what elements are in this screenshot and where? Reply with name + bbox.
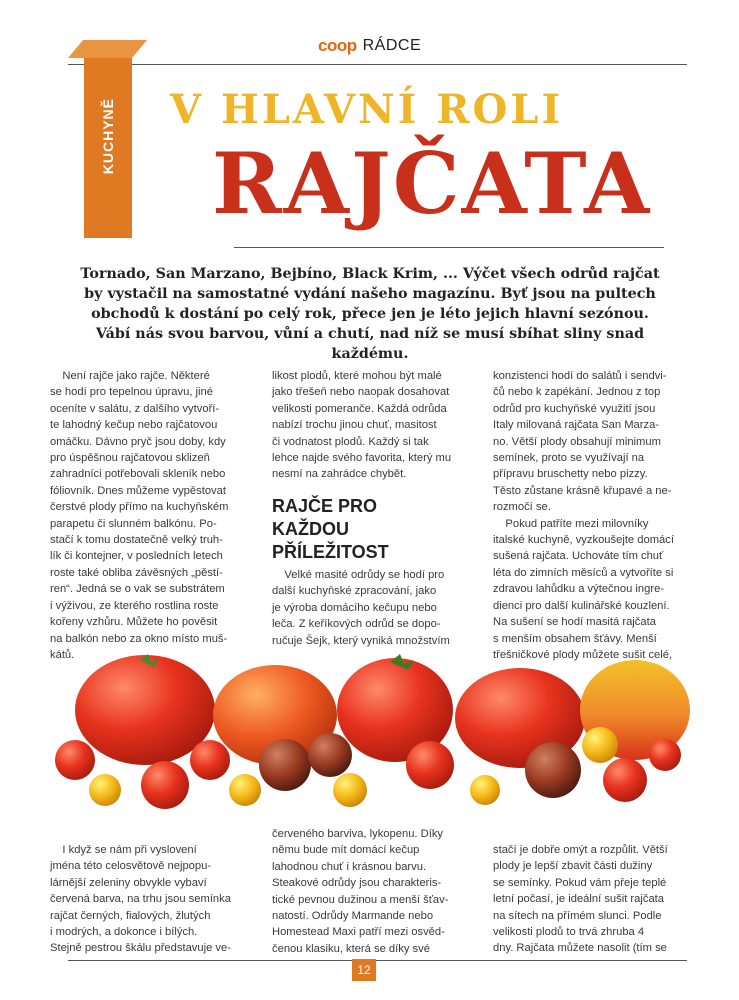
coop-logo: coop	[318, 36, 357, 55]
column-1-top: Není rajče jako rajče. Některé se hodí pro tepelnou úpravu, jiné oceníte v salátu, z dalšího vytvoří- te lahodný kečup nebo rajčatovou omáčku. Dávno pryč jsou doby, kdy pro úspěšnou rajčatovou sklizeň zahradníci potřebovali skleník nebo fóliovník. Dnes můžeme vypěstovat čerstvé plody přímo na kuchyňském parapetu či slunném balkónu. Po- stačí k tomu dostatečně velký truh- lík či kontejner, v posledních letech roste také obliba závěsných „pěstí- ren“. Jedná se o vak se substrátem i výživou, ze kterého rostlina roste kořeny vzhůru. Můžete ho pověsit na balkón nebo za okno místo muš- kátů.	[50, 370, 229, 661]
cherry-tomato	[229, 774, 261, 806]
column-2-bottom: červeného barviva, lykopenu. Díky němu bude mít domácí kečup lahodnou chuť i krásnou barvu. Steakové odrůdy jsou charakteris- tické pevnou dužinou a menší šťav- natostí. Odrůdy Marmande nebo Homestead Maxi patří mezi osvěd- čenou klasiku, která se díky své	[272, 828, 449, 955]
cherry-tomato	[190, 740, 230, 780]
magazine-name: RÁDCE	[362, 37, 422, 54]
cherry-tomato	[259, 739, 311, 791]
cherry-tomato	[55, 740, 95, 780]
section-tag-label: KUCHYNĚ	[100, 98, 116, 175]
section-tag	[84, 58, 132, 238]
column-3-top: konzistenci hodí do salátů i sendvi- čů nebo k zapékání. Jednou z top odrůd pro kuchyňské využití jsou Italy milovaná rajčata San Marza- no. Větší plody obsahují minimum semínek, proto se využívají na přípravu bruschetty nebo pizzy. Těsto zůstane krásně křupavé a ne- rozmočí se. Pokud patříte mezi milovníky italské kuchyně, vyzkoušejte domácí sušená rajčata. Uchováte tím chuť léta do zimních měsíců a vytvoříte si zdravou lahůdku a výtečnou ingre- dienci pro další kulinářské kouzlení. Na sušení se hodí masitá rajčata s menším obsahem šťávy. Menší třešničkové plody můžete sušit celé,	[493, 370, 674, 661]
column-3-bottom: stačí je dobře omýt a rozpůlit. Větší plody je lepší zbavit části dužiny se semínky. Pokud vám přeje teplé letní počasí, je ideální sušit rajčata na sítech na přímém slunci. Podle velikosti plodů to trvá zhruba 4 dny. Rajčata můžete nasolit (tím se	[493, 844, 668, 955]
cherry-tomato	[582, 727, 618, 763]
cherry-tomato	[603, 758, 647, 802]
magazine-brand	[318, 36, 421, 56]
tomatoes-photo	[45, 640, 695, 840]
column-1-bottom: I když se nám při vyslovení jména této celosvětově nejpopu- lárnější zeleniny obvykle vybaví červená barva, na trhu jsou semínka rajčat černých, fialových, žlutých i modrých, a dokonce i bílých. Stejně pestrou škálu představuje ve-	[50, 844, 231, 955]
cherry-tomato	[406, 741, 454, 789]
cherry-tomato	[333, 773, 367, 807]
page-title: RAJČATA	[212, 134, 652, 233]
cherry-tomato	[470, 775, 500, 805]
column-2-mid: Velké masité odrůdy se hodí pro další kuchyňské zpracování, jako je výroba domácího kečupu nebo leča. Z keříkových odrůd se dopo- ručuje Šejk, který vyniká množstvím	[272, 569, 450, 647]
cherry-tomato	[525, 742, 581, 798]
subheading: RAJČE PRO KAŽDOU PŘÍLEŽITOST	[272, 496, 389, 562]
title-kicker: V HLAVNÍ ROLI	[170, 86, 564, 133]
intro-paragraph: Tornado, San Marzano, Bejbíno, Black Krim, ... Výčet všech odrůd rajčat by vystačil na samostatné vydání našeho magazínu. Byť jsou na pultech obchodů k dostání po celý rok, přece jen je léto jejich hlavní sezónou. Vábí nás svou barvou, vůní a chutí, nad níž se musí sbíhat sliny snad každému.	[80, 266, 660, 362]
cherry-tomato	[649, 739, 681, 771]
header-rule	[68, 64, 687, 65]
column-2-top: likost plodů, které mohou být malé jako třešeň nebo naopak dosahovat velikosti pomeranče. Každá odrůda nabízí trochu jinou chuť, masitost či vodnatost plodů. Každý si tak lehce najde svého favorita, který mu nesmí na zahrádce chybět.	[272, 370, 452, 481]
title-rule	[234, 247, 664, 248]
cherry-tomato	[141, 761, 189, 809]
page-number: 12	[352, 959, 376, 981]
ribbon-fold	[68, 40, 147, 58]
footer-rule	[68, 960, 687, 961]
cherry-tomato	[308, 733, 352, 777]
cherry-tomato	[89, 774, 121, 806]
